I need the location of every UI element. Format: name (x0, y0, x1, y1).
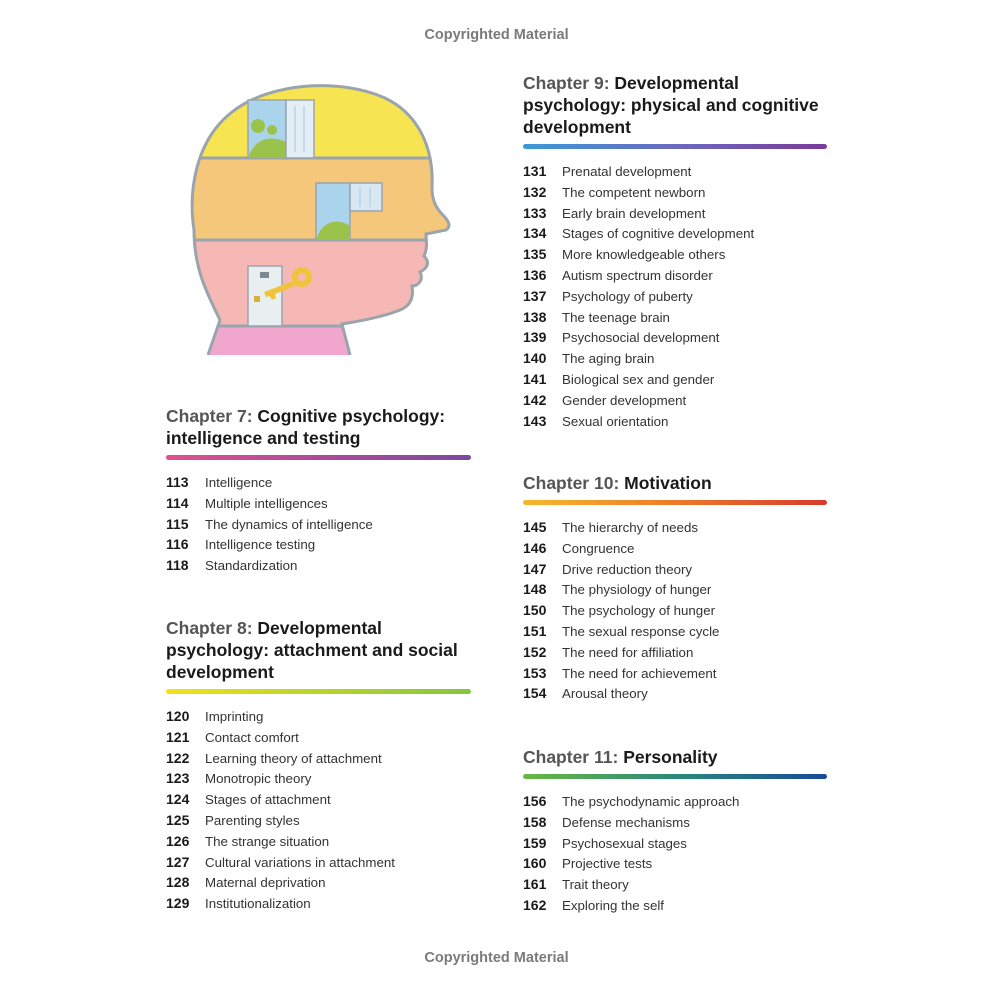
chapter-9-section (523, 72, 827, 433)
chapter-color-rule (166, 689, 471, 694)
entry-title: Intelligence testing (205, 537, 316, 553)
contents-entry (523, 561, 827, 582)
entry-title: Prenatal development (562, 164, 692, 179)
contents-entry (523, 392, 827, 413)
chapter-title: Motivation (624, 473, 712, 493)
contents-entry (166, 708, 471, 729)
page-number: 122 (166, 749, 190, 766)
contents-entry (166, 557, 471, 578)
page-number: 121 (166, 728, 190, 745)
chapter-11-section (523, 746, 827, 918)
contents-entry (523, 623, 827, 644)
page-number: 136 (523, 266, 547, 283)
entry-title: Exploring the self (562, 897, 664, 913)
chapter-number: Chapter 7: (166, 406, 253, 426)
contents-entry (523, 288, 827, 309)
entry-title: The competent newborn (562, 184, 706, 200)
page-number: 131 (523, 163, 547, 179)
contents-entry (166, 812, 471, 833)
contents-entry (523, 602, 827, 623)
contents-entry (523, 855, 827, 876)
chapter-number: Chapter 10: (523, 473, 620, 493)
page-number: 123 (166, 770, 190, 787)
entry-title: Defense mechanisms (562, 814, 690, 830)
entry-title: Institutionalization (205, 896, 311, 912)
entry-title: Intelligence (205, 475, 273, 490)
copyright-notice-bottom: Copyrighted Material (424, 950, 569, 966)
chapter-color-rule (523, 774, 827, 779)
page-number: 154 (523, 685, 547, 702)
contents-entry (523, 897, 827, 918)
contents-entry (166, 750, 471, 771)
door-icon (248, 100, 314, 158)
page-number: 162 (523, 896, 547, 913)
page-number: 137 (523, 287, 547, 304)
entry-title: Learning theory of attachment (205, 750, 382, 766)
page-number: 113 (166, 474, 189, 490)
page-number: 114 (166, 494, 189, 511)
contents-entry (523, 581, 827, 602)
entry-title: Drive reduction theory (562, 561, 693, 577)
contents-entry (523, 665, 827, 686)
contents-entry (523, 371, 827, 392)
contents-entry (523, 184, 827, 205)
entry-title: Early brain development (562, 205, 706, 221)
entry-title: Maternal deprivation (205, 875, 326, 891)
chapter-number: Chapter 11: (523, 747, 619, 767)
page-number: 161 (523, 876, 547, 893)
page-number: 129 (166, 895, 190, 912)
page-number: 116 (166, 536, 189, 553)
contents-entry (166, 729, 471, 750)
contents-entry (523, 540, 827, 561)
page-number: 133 (523, 204, 547, 221)
entry-title: Autism spectrum disorder (562, 267, 713, 283)
entry-title: Psychology of puberty (562, 288, 693, 304)
entry-title: Sexual orientation (562, 413, 669, 429)
contents-entry (166, 536, 471, 557)
page-number: 120 (166, 708, 190, 724)
chapter-title: Personality (623, 747, 718, 767)
chapter-heading (166, 617, 471, 683)
chapter-heading (166, 405, 471, 449)
page-number: 145 (523, 519, 547, 535)
contents-entry (523, 350, 827, 371)
head-illustration (180, 70, 460, 360)
chapter-heading (523, 746, 827, 768)
chapter-number: Chapter 8: (166, 618, 253, 638)
chapter-contents-list (523, 519, 827, 706)
entry-title: Gender development (562, 392, 687, 408)
contents-entry (523, 814, 827, 835)
page-number: 142 (523, 391, 547, 408)
contents-entry (523, 793, 827, 814)
contents-entry (523, 685, 827, 706)
contents-entry (523, 225, 827, 246)
contents-entry (523, 309, 827, 330)
chapter-heading (523, 472, 827, 494)
entry-title: More knowledgeable others (562, 247, 726, 263)
chapter-contents-list (166, 474, 471, 578)
chapter-title: Developmental psychology: physical and cognitive development (523, 73, 819, 137)
page-number: 134 (523, 225, 547, 242)
chapter-number: Chapter 9: (523, 73, 610, 93)
chapter-heading (523, 72, 827, 138)
entry-title: The strange situation (205, 833, 330, 849)
contents-entry (166, 495, 471, 516)
contents-entry (166, 874, 471, 895)
page-number: 147 (523, 560, 547, 577)
entry-title: Contact comfort (205, 729, 299, 745)
page-number: 160 (523, 855, 547, 872)
contents-entry (166, 895, 471, 916)
page-number: 146 (523, 539, 547, 556)
entry-title: The dynamics of intelligence (205, 516, 373, 532)
contents-entry (166, 516, 471, 537)
entry-title: Stages of attachment (205, 792, 331, 808)
entry-title: Multiple intelligences (205, 495, 328, 511)
page-number: 153 (523, 664, 547, 681)
entry-title: Biological sex and gender (562, 371, 715, 387)
contents-entry (523, 329, 827, 350)
page-number: 125 (166, 811, 190, 828)
entry-title: The need for affiliation (562, 644, 694, 660)
contents-entry (523, 163, 827, 184)
page-number: 148 (523, 581, 547, 598)
entry-title: The sexual response cycle (562, 623, 720, 639)
entry-title: Psychosexual stages (562, 835, 687, 851)
page-number: 156 (523, 793, 547, 809)
entry-title: The aging brain (562, 351, 655, 367)
contents-entry (523, 519, 827, 540)
page-number: 152 (523, 643, 547, 660)
chapter-8-section (166, 617, 471, 916)
entry-title: The need for achievement (562, 665, 717, 681)
chapter-7-section (166, 405, 471, 578)
entry-title: Parenting styles (205, 812, 300, 828)
entry-title: The teenage brain (562, 309, 670, 325)
entry-title: Monotropic theory (205, 771, 312, 787)
entry-title: Trait theory (562, 877, 629, 893)
page-number: 143 (523, 412, 547, 429)
page-number: 139 (523, 329, 547, 346)
entry-title: Cultural variations in attachment (205, 854, 395, 870)
contents-entry (523, 246, 827, 267)
page-number: 128 (166, 874, 190, 891)
contents-entry (166, 770, 471, 791)
chapter-contents-list (523, 163, 827, 433)
chapter-color-rule (523, 500, 827, 505)
entry-title: The hierarchy of needs (562, 520, 699, 535)
entry-title: Imprinting (205, 709, 264, 724)
chapter-title: Cognitive psychology: intelligence and testing (166, 406, 446, 448)
page-number: 150 (523, 602, 547, 619)
page-number: 135 (523, 246, 547, 263)
page-number: 151 (523, 622, 547, 639)
chapter-contents-list (523, 793, 827, 918)
page-number: 141 (523, 370, 547, 387)
entry-title: The psychodynamic approach (562, 794, 740, 809)
entry-title: The psychology of hunger (562, 603, 716, 619)
chapter-title: Developmental psychology: attachment and social development (166, 618, 458, 682)
chapter-10-section (523, 472, 827, 706)
copyright-notice-top: Copyrighted Material (424, 27, 569, 43)
page-number: 158 (523, 813, 547, 830)
contents-entry (523, 413, 827, 434)
entry-title: Congruence (562, 540, 635, 556)
page-number: 140 (523, 350, 547, 367)
contents-entry (523, 205, 827, 226)
entry-title: Standardization (205, 558, 298, 574)
entry-title: Projective tests (562, 856, 653, 872)
page-number: 124 (166, 791, 190, 808)
entry-title: Arousal theory (562, 686, 648, 702)
contents-entry (166, 474, 471, 495)
contents-entry (166, 791, 471, 812)
contents-entry (523, 876, 827, 897)
contents-entry (523, 644, 827, 665)
page-number: 115 (166, 515, 189, 532)
entry-title: Psychosocial development (562, 330, 720, 346)
chapter-contents-list (166, 708, 471, 916)
page-number: 132 (523, 183, 547, 200)
chapter-color-rule (523, 144, 827, 149)
contents-entry (166, 854, 471, 875)
page-number: 138 (523, 308, 547, 325)
chapter-color-rule (166, 455, 471, 460)
entry-title: Stages of cognitive development (562, 226, 755, 242)
contents-entry (166, 833, 471, 854)
contents-entry (523, 835, 827, 856)
page-number: 118 (166, 557, 189, 574)
entry-title: The physiology of hunger (562, 582, 712, 598)
page-number: 127 (166, 853, 190, 870)
page-number: 126 (166, 832, 190, 849)
contents-entry (523, 267, 827, 288)
page-number: 159 (523, 834, 547, 851)
